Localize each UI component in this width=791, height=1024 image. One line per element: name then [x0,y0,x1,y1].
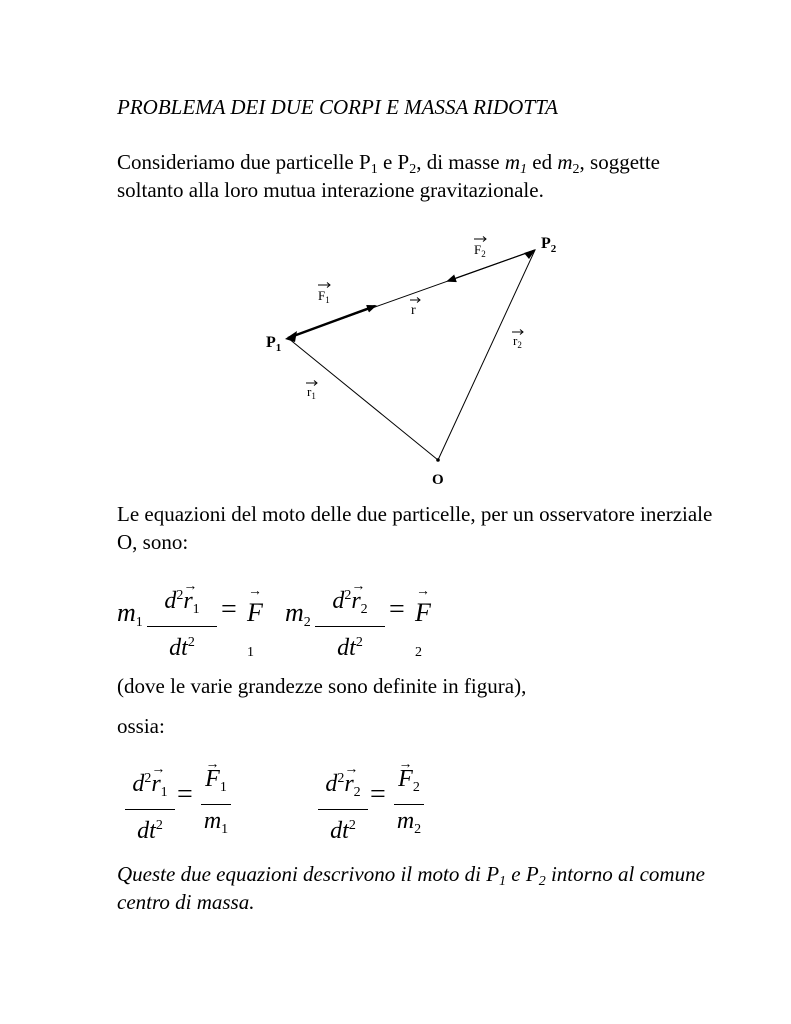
svg-text:r: r [411,303,416,318]
document-title: PROBLEMA DEI DUE CORPI E MASSA RIDOTTA [117,95,558,119]
label-p1: $P_1$ [266,334,282,354]
label-r [410,298,420,319]
label-o: O [432,472,444,488]
p1-arrowhead [285,331,297,342]
origin-point [436,458,440,462]
f1-force-arrow [288,306,375,338]
motion-paragraph: Le equazioni del moto delle due particelle, per un osservatore inerziale O, sono: [117,502,713,554]
label-r2 [512,330,523,351]
label-f1 [318,283,330,306]
equation-2: m2 $d^2\to r_2$ $dt^2$ = → F2 [285,582,435,642]
svg-text:r2: $r_2$ [513,333,522,350]
equation-3: $d^2\to r_1$ $dt^2$ = → $F_1$ $m_1$ [125,765,285,835]
ossia-label: ossia: [117,714,165,738]
intro-paragraph: Consideriamo due particelle $P_1$ e $P_2$, di masse $m_1$ ed $m_2$, soggette soltanto alla loro mutua interazione gravitazionale. [117,150,660,202]
svg-text:F2: $F_2$ [474,242,486,259]
svg-text:F1: $F_1$ [318,288,330,305]
r2-vector-line [438,250,535,460]
equation-1: m1 $d^2\to r_1$ $dt^2$ = → F1 [117,582,267,642]
p2-arrowhead [524,249,536,259]
conclusion-paragraph: Queste due equazioni descrivono il moto di $P_1$ e $P_2$ intorno al comune centro di massa. [117,862,705,914]
two-body-diagram [255,225,575,490]
f2-force-arrow [448,250,535,281]
equation-4: $d^2\to r_2$ $dt^2$ = → $F_2$ $m_2$ [318,765,478,835]
label-r1 [306,381,317,402]
definitions-note: (dove le varie grandezze sono definite in figura), [117,674,527,698]
svg-text:r1: $r_1$ [307,384,316,401]
label-p2: $P_2$ [541,235,557,255]
label-f2 [474,237,486,260]
